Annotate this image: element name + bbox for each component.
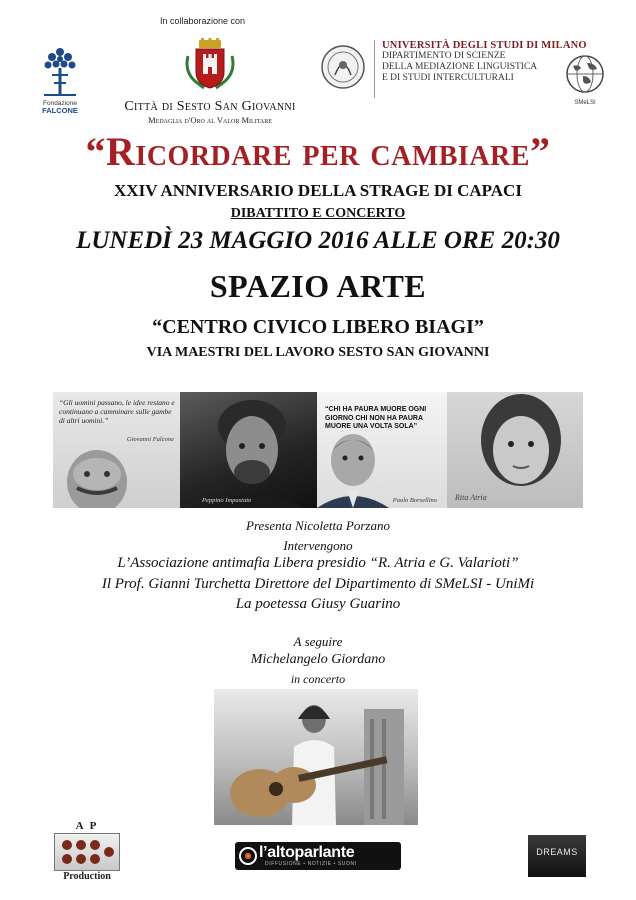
borsellino-panel	[317, 392, 447, 508]
collaboration-note: In collaborazione con	[160, 16, 246, 26]
civic-center-name: “CENTRO CIVICO LIBERO BIAGI”	[152, 316, 484, 338]
speaker-line-1: L’Associazione antimafia Libera presidio “R. Atria e G. Valarioti”	[117, 555, 519, 571]
fondazione-falcone-logo	[38, 44, 82, 122]
department-line-2: DELLA MEDIAZIONE LINGUISTICA	[382, 62, 538, 72]
university-seal-icon	[320, 44, 366, 90]
falcone-panel	[53, 392, 180, 508]
in-concert-label: in concerto	[290, 672, 346, 686]
anniversary-line: XXIV ANNIVERSARIO DELLA STRAGE DI CAPACI	[114, 181, 522, 200]
university-divider	[374, 40, 375, 98]
tree-icon	[42, 44, 78, 98]
atria-caption: Rita Atria	[455, 493, 487, 502]
dreams-logo	[528, 835, 586, 877]
atria-portrait	[447, 392, 583, 508]
globe-icon	[565, 54, 605, 94]
falcone-label: Fondazione	[43, 100, 77, 107]
production-label: Production	[63, 871, 111, 882]
dreams-name: DREAMS	[536, 847, 578, 857]
speaker-line-2: Il Prof. Gianni Turchetta Direttore del Dipartimento di SMeLSI - UniMi	[101, 576, 535, 592]
smelsi-logo	[562, 54, 608, 106]
following-label: A seguire	[293, 634, 343, 649]
impastato-caption: Peppino Impastato	[202, 497, 252, 504]
city-name: Città di Sesto San Giovanni	[124, 99, 296, 114]
department-line-3: E DI STUDI INTERCULTURALI	[382, 73, 514, 83]
presenter-line: Presenta Nicoletta Porzano	[246, 518, 390, 533]
atria-panel	[447, 392, 583, 508]
altoparlante-tagline: DIFFUSIONE • NOTIZIE • SUONI	[265, 861, 357, 867]
smelsi-label: SMeLSI	[574, 100, 596, 106]
speaker-icon	[239, 847, 257, 865]
venue-address: VIA MAESTRI DEL LAVORO SESTO SAN GIOVANNI	[146, 345, 490, 360]
falcone-signature: Giovanni Falcone	[126, 436, 174, 443]
event-title: “Ricordare per cambiare”	[85, 129, 551, 174]
borsellino-portrait	[317, 392, 447, 508]
city-crest-icon	[182, 38, 238, 92]
speakers-heading: Intervengono	[283, 538, 353, 553]
sesto-san-giovanni-logo	[100, 38, 320, 125]
borsellino-quote: “CHI HA PAURA MUORE OGNI GIORNO CHI NON HA PAURA MUORE UNA VOLTA SOLA”	[325, 406, 427, 430]
altoparlante-name: l’altoparlante	[259, 844, 355, 861]
ap-production-logo	[52, 820, 122, 882]
venue-name: SPAZIO ARTE	[209, 268, 427, 304]
event-date: LUNEDÌ 23 MAGGIO 2016 ALLE ORE 20:30	[76, 227, 560, 254]
falcone-portrait	[53, 444, 180, 508]
ap-initials: A P	[75, 820, 99, 832]
city-medal: Medaglia d'Oro al Valor Militare	[148, 115, 272, 125]
guitarist-image	[214, 689, 418, 825]
portrait-strip	[53, 392, 583, 508]
speaker-line-3: La poetessa Giusy Guarino	[235, 596, 401, 612]
department-line-1: DIPARTIMENTO DI SCIENZE	[382, 51, 506, 61]
impastato-portrait	[180, 392, 317, 508]
impastato-panel	[180, 392, 317, 508]
event-format: DIBATTITO E CONCERTO	[230, 206, 406, 221]
musician-name: Michelangelo Giordano	[250, 652, 386, 667]
falcone-quote: “Gli uomini passano, le idee restano e continuano a camminare sulle gambe di altri uomini.”	[59, 398, 175, 425]
altoparlante-logo	[235, 842, 401, 870]
falcone-name: FALCONE	[42, 106, 78, 115]
borsellino-caption: Paolo Borsellino	[392, 497, 437, 504]
film-reel-icon	[54, 833, 120, 871]
concert-photo	[214, 689, 418, 825]
university-name: UNIVERSITÀ DEGLI STUDI DI MILANO	[382, 40, 587, 51]
